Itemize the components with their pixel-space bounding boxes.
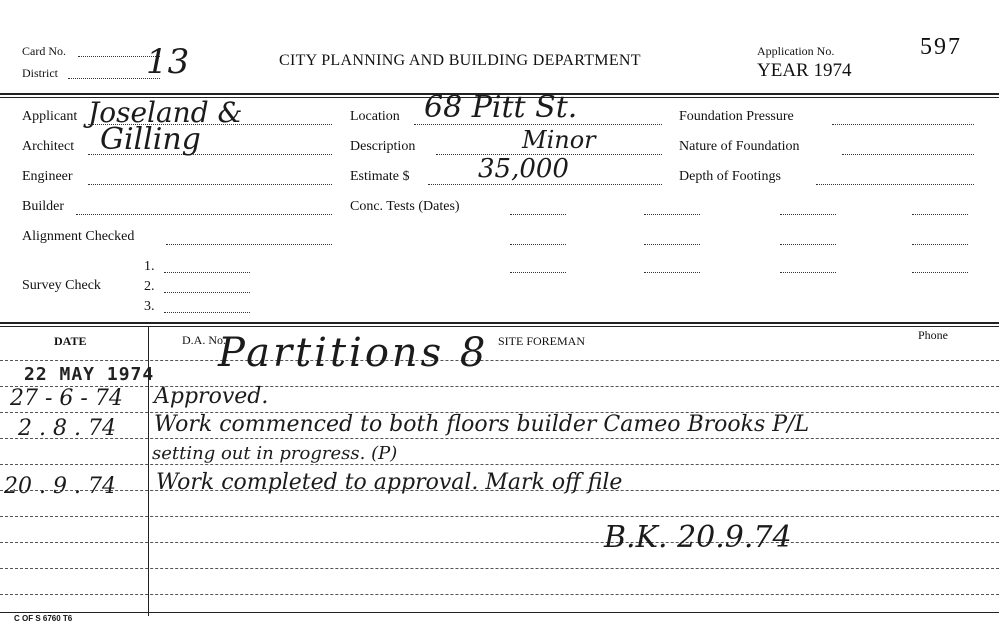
architect-label: Architect (22, 139, 75, 154)
date-header: DATE (54, 334, 87, 348)
row-note: Approved. (154, 384, 269, 409)
survey-num-2: 2. (144, 279, 155, 294)
survey-num-3: 3. (144, 299, 155, 314)
conc-line-d2 (912, 244, 968, 245)
row-date: 22 MAY 1974 (24, 364, 155, 385)
table-top-rule-2 (0, 326, 999, 327)
row-note: Work completed to approval. Mark off file (156, 470, 623, 495)
estimate-value: 35,000 (478, 154, 569, 184)
signature: B.K. 20.9.74 (604, 520, 792, 555)
da-no-header: D.A. No. (182, 333, 226, 347)
row-date: 27 - 6 - 74 (10, 386, 123, 411)
depth-footings-label: Depth of Footings (679, 169, 781, 184)
conc-line-c2 (780, 244, 836, 245)
district-label: District (22, 66, 58, 80)
survey-line-3 (164, 312, 250, 313)
builder-line (76, 214, 332, 215)
survey-num-1: 1. (144, 259, 155, 274)
year-label: YEAR 1974 (757, 60, 852, 81)
conc-line-c3 (780, 272, 836, 273)
alignment-label: Alignment Checked (22, 229, 135, 244)
conc-line-a2 (510, 244, 566, 245)
application-number: 597 (920, 34, 962, 60)
conc-line-b3 (644, 272, 700, 273)
table-rule-8 (0, 542, 999, 543)
foundation-pressure-label: Foundation Pressure (679, 109, 794, 124)
conc-line-b1 (644, 214, 700, 215)
site-foreman-header: SITE FOREMAN (498, 334, 586, 348)
depth-footings-line (816, 184, 974, 185)
table-top-rule (0, 322, 999, 324)
survey-check-label: Survey Check (22, 278, 101, 293)
table-rule-10 (0, 594, 999, 595)
alignment-line (166, 244, 332, 245)
table-rule-1 (0, 360, 999, 361)
table-rule-7 (0, 516, 999, 517)
row-date: 2 . 8 . 74 (18, 416, 116, 441)
nature-foundation-line (842, 154, 974, 155)
row-note: Work commenced to both floors builder Cameo Brooks P/L (154, 412, 810, 437)
nature-foundation-label: Nature of Foundation (679, 139, 800, 154)
builder-label: Builder (22, 199, 64, 214)
row-date: 20 . 9 . 74 (4, 474, 116, 499)
engineer-line (88, 184, 332, 185)
conc-tests-label: Conc. Tests (Dates) (350, 199, 460, 214)
phone-header: Phone (918, 328, 948, 342)
applicant-label: Applicant (22, 109, 78, 124)
location-value: 68 Pitt St. (424, 90, 578, 125)
architect-value: Gilling (100, 122, 201, 157)
foundation-pressure-line (832, 124, 974, 125)
estimate-label: Estimate $ (350, 169, 410, 184)
conc-line-b2 (644, 244, 700, 245)
table-rule-5 (0, 464, 999, 465)
survey-line-2 (164, 292, 250, 293)
survey-line-1 (164, 272, 250, 273)
applicant-value: Joseland & (88, 96, 243, 129)
location-label: Location (350, 109, 400, 124)
form-code: C OF S 6760 T6 (14, 614, 73, 623)
description-label: Description (350, 139, 416, 154)
conc-line-a1 (510, 214, 566, 215)
conc-line-d1 (912, 214, 968, 215)
table-rule-2 (0, 386, 999, 387)
table-rule-4 (0, 438, 999, 439)
department-title: CITY PLANNING AND BUILDING DEPARTMENT (279, 52, 641, 69)
conc-line-c1 (780, 214, 836, 215)
district-value: 13 (146, 42, 190, 82)
application-no-label: Application No. (757, 44, 835, 58)
description-value: Minor (522, 126, 596, 154)
row-note: Partitions 8 (218, 330, 489, 376)
conc-line-d3 (912, 272, 968, 273)
engineer-label: Engineer (22, 169, 73, 184)
card-no-label: Card No. (22, 44, 66, 58)
table-bottom-rule (0, 612, 999, 613)
row-note: setting out in progress. (P) (152, 443, 398, 464)
estimate-line (428, 184, 662, 185)
conc-line-a3 (510, 272, 566, 273)
table-rule-9 (0, 568, 999, 569)
